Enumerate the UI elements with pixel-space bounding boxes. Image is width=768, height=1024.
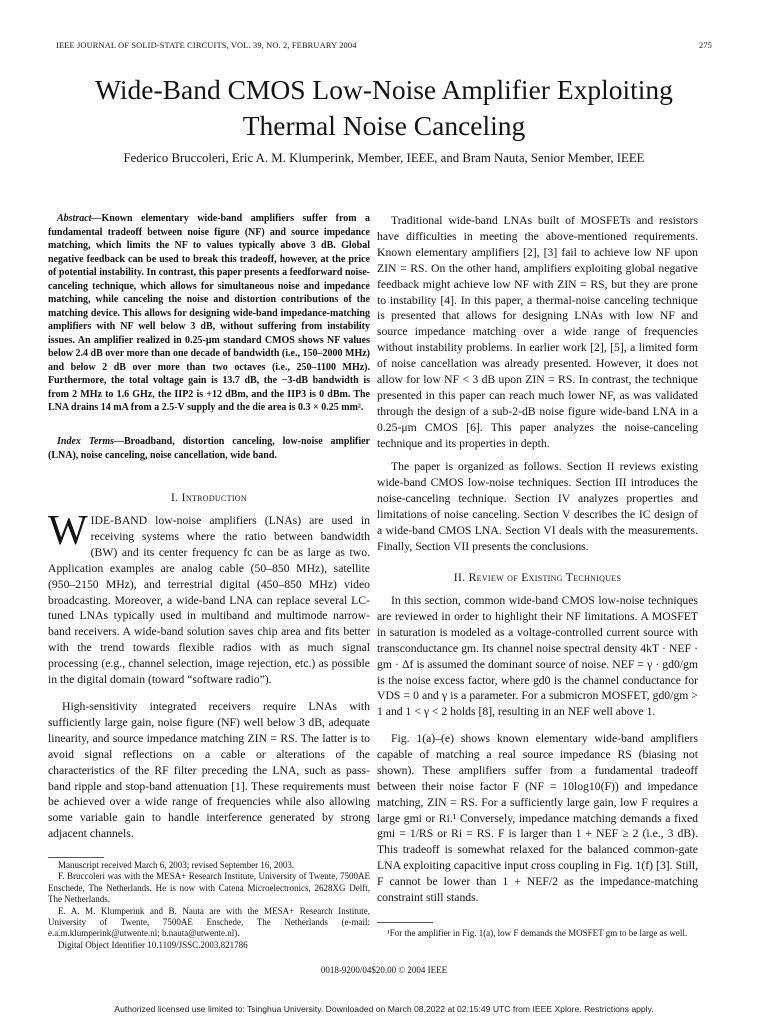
right-paragraph-4	[377, 731, 698, 906]
intro-paragraph-2-text: High-sensitivity integrated receivers require LNAs with sufficiently large gain, noise figure (NF) well below 3 dB, adequate linearity, and source impedance matching ZIN = RS. The latter is to avoid signal reflections on a cable or alterations of the characteristics of the RF filter preceding the LNA, such as pass-band ripple and stop-band attenuation [1]. These requirements must be achieved over a wide range of frequencies while also allowing some variable gain to handle interference generated by strong adjacent channels.	[48, 700, 370, 841]
title-line-2: Thermal Noise Canceling	[242, 110, 526, 141]
paper-title	[40, 72, 728, 144]
journal-header: IEEE JOURNAL OF SOLID-STATE CIRCUITS, VOL. 39, NO. 2, FEBRUARY 2004	[56, 41, 357, 50]
right-paragraph-2-text: The paper is organized as follows. Section II reviews existing wide-band CMOS low-noise techniques. Section III introduces the noise-canceling technique. Section IV analyzes properties and limitations of noise canceling. Section V describes the IC design of a wide-band CMOS LNA. Section VI deals with the measurements. Finally, Section VII presents the conclusions.	[377, 460, 698, 553]
index-terms-label: Index Terms—	[57, 436, 125, 447]
footnote-right: ¹For the amplifier in Fig. 1(a), low F demands the MOSFET gm to be large as well.	[387, 928, 688, 938]
right-paragraph-2	[377, 459, 698, 554]
footnotes-left	[48, 860, 370, 951]
index-terms	[48, 435, 370, 462]
drop-cap: W	[48, 508, 88, 554]
intro-paragraph-1-text: IDE-BAND low-noise amplifiers (LNAs) are used in receiving systems where the ratio between bandwidth (BW) and its center frequency fc can be as large as two. Application examples are analog cable (50–850 MHz), satellite (950–2150 MHz), and terrestrial digital (450–850 MHz) video broadcasting. Moreover, a wide-band LNA can replace several LC-tuned LNAs typically used in multiband and multimode narrow-band receivers. A wide-band solution saves chip area and fits better with the trend towards flexible radios with as much signal processing (e.g., channel selection, image rejection, etc.) as possible in the digital domain (toward “software radio”).	[48, 514, 370, 687]
footnote-doi: Digital Object Identifier 10.1109/JSSC.2003.821786	[58, 939, 248, 950]
right-paragraph-3	[377, 593, 698, 720]
page-number: 275	[698, 41, 712, 50]
author-list: Federico Bruccoleri, Eric A. M. Klumperink, Member, IEEE, and Bram Nauta, Senior Member, IEEE	[123, 151, 645, 165]
section-1-heading: I. Introduction	[171, 491, 247, 504]
footnote-received: Manuscript received March 6, 2003; revised September 16, 2003.	[58, 860, 295, 870]
intro-paragraph-2	[48, 699, 370, 842]
abstract	[48, 212, 370, 415]
intro-paragraph-1	[48, 508, 370, 688]
title-line-1: Wide-Band CMOS Low-Noise Amplifier Exploiting	[95, 74, 673, 105]
footnote-klumperink: E. A. M. Klumperink and B. Nauta are with the MESA+ Research Institute, University of Twente, 7500AE Enschede, The Netherlands (e-mail: e.a.m.klumperink@utwente.nl; b.nauta@utwente.nl).	[48, 905, 370, 939]
copyright-line: 0018-9200/04$20.00 © 2004 IEEE	[320, 965, 448, 975]
right-paragraph-1-text: Traditional wide-band LNAs built of MOSFETs and resistors have difficulties in meeting the above-mentioned requirements. Known elementary amplifiers [2], [3] fail to achieve low NF upon ZIN = RS. On the other hand, amplifiers exploiting global negative feedback might achieve low NF with ZIN = RS, but they are prone to instability [4]. In this paper, a thermal-noise canceling technique is presented that allows for designing LNAs with low NF and source impedance matching over a wide range of frequencies without instability problems. In earlier work [2], [5], a limited form of noise cancellation was already presented. However, it does not allow for low NF < 3 dB upon ZIN = RS. In contrast, the technique presented in this paper can reach much lower NF, as was validated through the design of a sub-2-dB noise figure wide-band LNA in a 0.25-μm CMOS [6]. This paper analyzes the noise-canceling technique and its properties in depth.	[377, 214, 698, 450]
index-terms-text: Broadband, distortion canceling, low-noise amplifier (LNA), noise canceling, noise cancellation, wide band.	[48, 436, 370, 461]
right-paragraph-4-text: Fig. 1(a)–(e) shows known elementary wide-band amplifiers capable of matching a real source impedance RS (biasing not shown). These amplifiers suffer from a fundamental tradeoff between their noise factor F (NF = 10log10(F)) and impedance matching, ZIN = RS. For a sufficiently large gain, low F requires a large gmi or Ri.¹ Conversely, impedance matching demands a fixed gmi = 1/RS or Ri = RS. F is larger than 1 + NEF ≥ 2 (i.e., 3 dB). This tradeoff is somewhat relaxed for the balanced common-gate LNA exploiting capacitive input cross coupling in Fig. 1(f) [3]. Still, F cannot be lower than 1 + NEF/2 as the impedance-matching constraint still stands.	[377, 732, 698, 905]
footnote-bruccoleri: F. Bruccoleri was with the MESA+ Research Institute, University of Twente, 7500AE Enschede, The Netherlands. He is now with Catena Microelectronics, 2628XG Delft, The Netherlands.	[48, 871, 370, 905]
section-2-heading: II. Review of Existing Techniques	[453, 571, 622, 584]
footnote-rule-left	[48, 857, 104, 858]
footnote-rule-right	[377, 922, 433, 923]
right-paragraph-3-text: In this section, common wide-band CMOS low-noise techniques are reviewed in order to highlight their NF limitations. A MOSFET in saturation is modeled as a voltage-controlled current source with transconductance gm. Its channel noise spectral density 4kT · NEF · gm · Δf is assumed the dominant source of noise. NEF = γ · gd0/gm is the noise excess factor, where gd0 is the channel conductance for VDS = 0 and γ is a parameter. For a submicron MOSFET, gd0/gm > 1 and 1 < γ < 2 holds [8], resulting in an NEF well above 1.	[377, 594, 698, 719]
abstract-text: Known elementary wide-band amplifiers suffer from a fundamental tradeoff between noise figure (NF) and source impedance matching, which limits the NF to values typically above 3 dB. Global negative feedback can be used to break this tradeoff, however, at the price of potential instability. In contrast, this paper presents a feedforward noise-canceling technique, which allows for simultaneous noise and impedance matching, while canceling the noise and distortion contributions of the matching device. This allows for designing wide-band impedance-matching amplifiers with NF well below 3 dB, without suffering from instability issues. An amplifier realized in 0.25-μm standard CMOS shows NF values below 2.4 dB over more than one decade of bandwidth (i.e., 150–2000 MHz) and below 2 dB over more than two octaves (i.e., 250–1100 MHz). Furthermore, the total voltage gain is 13.7 dB, the −3-dB bandwidth is from 2 MHz to 1.6 GHz, the IIP2 is +12 dBm, and the IIP3 is 0 dBm. The LNA drains 14 mA from a 2.5-V supply and the die area is 0.3 × 0.25 mm².	[48, 213, 370, 413]
abstract-label: Abstract—	[57, 213, 102, 224]
right-paragraph-1	[377, 213, 698, 452]
license-notice: Authorized licensed use limited to: Tsinghua University. Downloaded on March 08,2022 at 02:15:49 UTC from IEEE Xplore. Restrictions apply.	[114, 1004, 654, 1014]
